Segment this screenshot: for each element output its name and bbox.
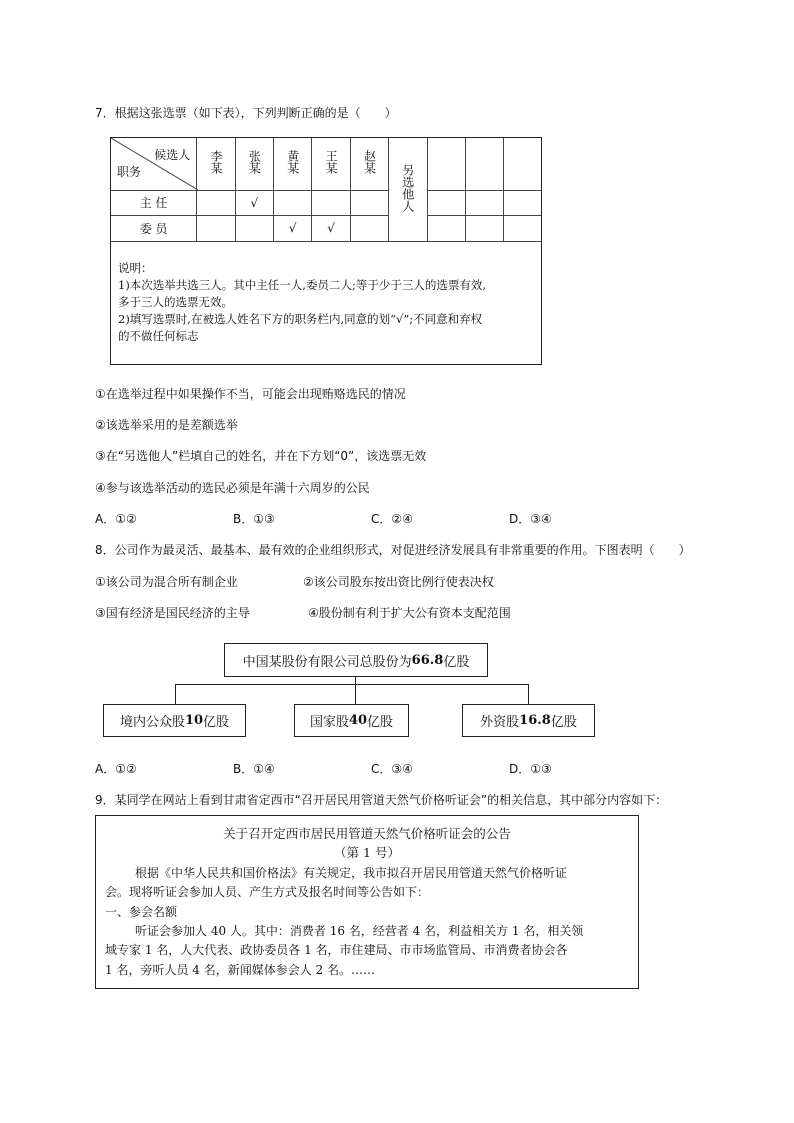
blank-cell	[465, 190, 503, 215]
connector-line	[175, 684, 529, 685]
notice-line: 域专家 1 名，人大代表、政协委员各 1 名，市住建局、市市场监管局、市消费者协会各	[105, 943, 568, 957]
connector-line	[528, 684, 529, 704]
q7-statement-4: ④参与该选举活动的选民必须是年满十六周岁的公民	[95, 481, 370, 495]
candidate-cell	[197, 138, 235, 190]
mark-cell	[235, 215, 273, 241]
candidate-name: 赵某	[362, 150, 377, 175]
mark-cell: √	[235, 190, 273, 215]
notice-line: 一、参会名额	[105, 905, 178, 919]
ballot-table	[110, 137, 542, 365]
candidate-cell	[274, 138, 312, 190]
mark-cell	[197, 190, 235, 215]
notes-line: 多于三人的选票无效。	[118, 295, 233, 309]
mark-cell	[350, 190, 388, 215]
header-role: 职务	[117, 164, 142, 179]
mark-cell	[274, 190, 312, 215]
q8-option-d[interactable]: D．①③	[509, 762, 552, 776]
other-candidate-cell	[389, 138, 427, 241]
foreign-shares-unit: 亿股	[550, 715, 577, 730]
state-shares-number: 40	[348, 713, 368, 728]
total-shares-text: 中国某股份有限公司总股份为	[242, 654, 412, 670]
blank-cell	[427, 215, 465, 241]
notes-line: 1)本次选举共选三人。其中主任一人,委员二人;等于少于三人的选票有效,	[118, 278, 486, 292]
q8-option-b[interactable]: B．①④	[233, 762, 275, 776]
connector-line	[355, 677, 356, 704]
q8-statement-4: ④股份制有利于扩大公有资本支配范围	[308, 606, 511, 620]
ballot-notes	[118, 260, 486, 345]
q7-option-c[interactable]: C．②④	[371, 512, 413, 526]
q7-option-d[interactable]: D．③④	[509, 512, 552, 526]
q8-option-a[interactable]: A．①②	[95, 762, 137, 776]
blank-cell	[427, 138, 465, 190]
blank-cell	[503, 190, 541, 215]
q8-statement-2: ②该公司股东按出资比例行使表决权	[303, 575, 494, 589]
domestic-public-shares-box	[103, 704, 246, 737]
state-shares-box	[294, 704, 409, 737]
header-diagonal-cell	[111, 138, 197, 190]
total-shares-number: 66.8	[411, 652, 444, 668]
notice-line: 会。现将听证会参加人员、产生方式及报名时间等公告如下：	[105, 885, 430, 899]
notice-title: 关于召开定西市居民用管道天然气价格听证会的公告	[223, 826, 511, 841]
notice-line: 根据《中华人民共和国价格法》有关规定，我市拟召开居民用管道天然气价格听证	[135, 866, 568, 880]
total-shares-box	[224, 643, 488, 677]
mark-cell: √	[312, 215, 350, 241]
q7-stem: 7．根据这张选票（如下表），下列判断正确的是（ ）	[95, 106, 397, 120]
other-candidate-label: 另选他人	[400, 163, 415, 212]
notes-line: 说明：	[118, 261, 153, 275]
q7-statement-2: ②该选举采用的是差额选举	[95, 418, 238, 432]
domestic-shares-number: 10	[184, 713, 204, 728]
foreign-shares-text: 外资股	[480, 715, 520, 730]
notes-line: 的不做任何标志	[118, 329, 199, 343]
connector-line	[175, 684, 176, 704]
q7-option-a[interactable]: A．①②	[95, 512, 137, 526]
q7-statement-1: ①在选举过程中如果操作不当，可能会出现贿赂选民的情况	[95, 387, 406, 401]
blank-cell	[427, 190, 465, 215]
mark-cell	[197, 215, 235, 241]
total-shares-unit: 亿股	[443, 654, 470, 670]
q8-statement-3: ③国有经济是国民经济的主导	[95, 606, 250, 620]
candidate-cell	[350, 138, 388, 190]
foreign-shares-number: 16.8	[519, 713, 551, 728]
candidate-name: 李某	[208, 150, 223, 175]
candidate-cell	[312, 138, 350, 190]
candidate-name: 王某	[324, 150, 339, 175]
q8-option-c[interactable]: C．③④	[371, 762, 413, 776]
blank-cell	[503, 215, 541, 241]
notice-box	[95, 815, 639, 989]
mark-cell: √	[274, 215, 312, 241]
state-shares-unit: 亿股	[367, 715, 394, 730]
q8-statement-1: ①该公司为混合所有制企业	[95, 575, 238, 589]
foreign-shares-box	[462, 704, 595, 737]
blank-cell	[465, 138, 503, 190]
q7-option-b[interactable]: B．①③	[233, 512, 275, 526]
candidate-cell	[235, 138, 273, 190]
candidate-name: 张某	[247, 150, 262, 175]
blank-cell	[503, 138, 541, 190]
q7-statement-3: ③在“另选他人”栏填自己的姓名，并在下方划“0”，该选票无效	[95, 449, 427, 463]
q8-stem: 8．公司作为最灵活、最基本、最有效的企业组织形式，对促进经济发展具有非常重要的作用。下图表明（ ）	[95, 543, 691, 557]
mark-cell	[350, 215, 388, 241]
domestic-shares-text: 境内公众股	[119, 715, 185, 730]
header-candidate: 候选人	[154, 148, 191, 162]
notice-number: （第 1 号）	[334, 845, 400, 860]
notes-line: 2)填写选票时,在被选人姓名下方的职务栏内,同意的划“√”;不同意和弃权	[118, 312, 483, 326]
state-shares-text: 国家股	[309, 715, 349, 730]
notice-line: 听证会参加人 40 人。其中：消费者 16 名，经营者 4 名，利益相关方 1 名，相关领	[135, 924, 584, 938]
role-cell: 主 任	[111, 190, 197, 215]
notice-line: 1 名，旁听人员 4 名，新闻媒体参会人 2 名。……	[105, 963, 375, 977]
role-cell: 委 员	[111, 215, 197, 241]
blank-cell	[465, 215, 503, 241]
mark-cell	[312, 190, 350, 215]
domestic-shares-unit: 亿股	[203, 715, 230, 730]
q9-stem: 9．某同学在网站上看到甘肃省定西市“召开居民用管道天然气价格听证会”的相关信息，其中部分内容如下：	[95, 793, 668, 807]
candidate-name: 黄某	[285, 150, 300, 175]
